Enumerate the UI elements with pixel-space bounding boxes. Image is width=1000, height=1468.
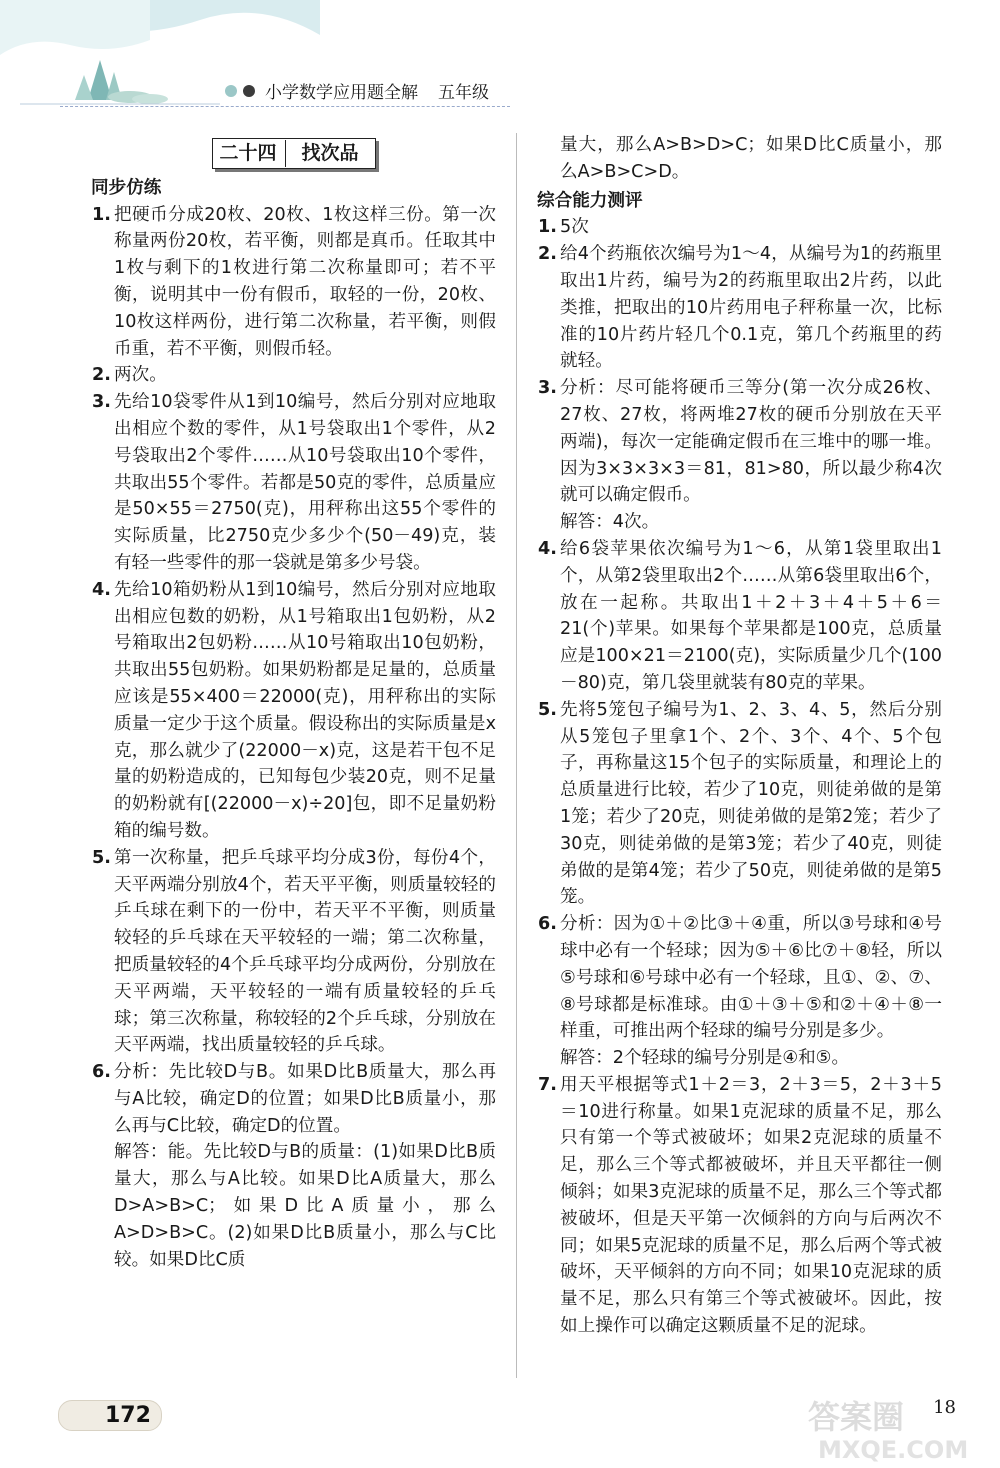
answer-item [538,536,942,697]
page-number-label: 172 [58,1400,162,1431]
right-column [538,132,942,1340]
item-number: 6. [92,1062,111,1083]
item-number: 2. [92,365,111,386]
answer-item [92,845,496,1059]
item-text: 两次。 [114,365,167,386]
item-text: 分析：先比较D与B。如果D比B质量大，那么再与A比较，确定D的位置；如果D比B质量小，那么再与C比较，确定D的位置。 [114,1062,496,1136]
svg-text:MXQE.COM: MXQE.COM [818,1436,969,1464]
item-number: 6. [538,914,557,935]
answer-item [538,1072,942,1340]
item-number: 3. [92,392,111,413]
answer-item [538,241,942,375]
item-number: 3. [538,378,557,399]
chapter-number: 二十四 [219,140,285,167]
grade-label: 五年级 [438,83,489,103]
item-text: 先将5笼包子编号为1、2、3、4、5，然后分别从5笼包子里拿1个、2个、3个、4个、5个包子，再称量这15个包子的实际质量，和理论上的总质量进行比较，若少了10克，则徒弟做的是第1笼；若少了20克，则徒弟做的是第2笼；若少了30克，则徒弟做的是第3笼；若少了40克，则徒弟做的是第4笼；若少了50克，则徒弟做的是第5笼。 [560,699,942,908]
item-number: 1. [538,217,557,238]
item-number: 5. [538,699,557,720]
item-text: 5次 [560,217,589,238]
item-number: 4. [538,538,557,559]
answer-item [92,577,496,845]
item-text: 给4个药瓶依次编号为1～4，从编号为1的药瓶里取出1片药，编号为2的药瓶里取出2片药，以此类推，把取出的10片药用电子秤称量一次，比标准的10片药片轻几个0.1克，第几个药瓶里的药就轻。 [560,244,942,372]
column-divider [516,133,517,1378]
item-answer: 解答：2个轻球的编号分别是④和⑤。 [560,1048,850,1069]
item-number: 7. [538,1074,557,1095]
item-answer: 解答：4次。 [560,512,660,533]
item-text: 先给10袋零件从1到10编号，然后分别对应地取出相应个数的零件，从1号袋取出1个零件，从2号袋取出2个零件……从10号袋取出10个零件，共取出55个零件。若都是50克的零件，总质量应是50×55＝2750(克)，用秤称出这55个零件的实际质量，比2750克少多少个(50－49)克，装有轻一些零件的那一袋就是第多少号袋。 [114,392,496,573]
answer-item [538,911,942,1045]
answer-item [92,1059,496,1139]
chapter-title [212,138,375,169]
item-text: 分析：尽可能将硬币三等分(第一次分成26枚、27枚、27枚，将两堆27枚的硬币分别放在天平两端)，每次一定能确定假币在三堆中的哪一堆。因为3×3×3×3＝81，81>80，所以最少称4次就可以确定假币。 [560,378,942,506]
chapter-name: 找次品 [301,142,359,164]
corner-number: 18 [933,1397,956,1418]
item-text: 把硬币分成20枚、20枚、1枚这样三份。第一次称量两份20枚，若平衡，则都是真币。任取其中1枚与剩下的1枚进行第二次称量即可；若不平衡，说明其中一份有假币，取轻的一份，20枚、10枚这样两份，进行第二次称量，若平衡，则假币重，若不平衡，则假币轻。 [114,204,496,359]
item-text: 先给10箱奶粉从1到10编号，然后分别对应地取出相应包数的奶粉，从1号箱取出1包奶粉，从2号箱取出2包奶粉……从10号箱取出10包奶粉，共取出55包奶粉。如果奶粉都是足量的，总质量应该是55×400＝22000(克)，用秤称出的实际质量一定少于这个质量。假设称出的实际质量是x克，那么就少了(22000－x)克，这是若干包不足量的奶粉造成的，已知每包少装20克，则不足量的奶粉就有[(22000－x)÷20]包，即不足量奶粉箱的编号数。 [114,579,496,841]
section-title: 同步仿练 [91,177,162,198]
item-number: 5. [92,847,111,868]
answer-item [92,362,496,389]
header-dot-icon [225,85,237,97]
header-dot-icon [243,85,255,97]
item-text: 给6袋苹果依次编号为1～6，从第1袋里取出1个，从第2袋里取出2个……从第6袋里取出6个，放在一起称。共取出1＋2＋3＋4＋5＋6＝21(个)苹果。如果每个苹果都是100克，总质量应是100×21＝2100(克)，实际质量少几个(100－80)克，第几袋里就装有80克的苹果。 [560,538,942,693]
item-text: 分析：因为①＋②比③＋④重，所以③号球和④号球中必有一个轻球；因为⑤＋⑥比⑦＋⑧轻，所以⑤号球和⑥号球中必有一个轻球，且①、②、⑦、⑧号球都是标准球。由①＋③＋⑤和②＋④＋⑧一样重，可推出两个轻球的编号分别是多少。 [560,914,942,1042]
answer-item [92,389,496,577]
page-number [58,1400,162,1431]
left-column [92,132,496,1273]
answer-item [538,375,942,509]
header-rule [60,106,510,107]
running-header [225,78,489,103]
item-number: 1. [92,204,111,225]
continued-text: 量大，那么A>B>D>C；如果D比C质量小，那么A>B>C>D。 [560,135,942,182]
item-text: 用天平根据等式1＋2＝3，2＋3＝5，2＋3＋5＝10进行称量。如果1克泥球的质量不足，那么只有第一个等式被破坏；如果2克泥球的质量不足，那么三个等式都被破坏，并且天平都往一侧倾斜；如果3克泥球的质量不足，那么三个等式都被破坏，但是天平第一次倾斜的方向与后两次不同；如果5克泥球的质量不足，那么后两个等式被破坏，天平倾斜的方向不同；如果10克泥球的质量不足，那么只有第三个等式被破坏。因此，按如上操作可以确定这颗质量不足的泥球。 [560,1074,942,1337]
book-title: 小学数学应用题全解 [265,83,418,103]
item-text: 第一次称量，把乒乓球平均分成3份，每份4个，天平两端分别放4个，若天平平衡，则质量较轻的乒乓球在剩下的一份中，若天平不平衡，则质量较轻的乒乓球在天平较轻的一端；第二次称量，把质量较轻的4个乒乓球平均分成两份，分别放在天平两端，天平较轻的一端有质量较轻的乒乓球；第三次称量，称较轻的2个乒乓球，分别放在天平两端，找出质量较轻的乒乓球。 [114,847,496,1056]
svg-text:答案圈: 答案圈 [808,1398,905,1436]
item-number: 2. [538,244,557,265]
section-title: 综合能力测评 [537,190,643,211]
item-number: 4. [92,579,111,600]
answer-item [538,697,942,911]
answer-item [538,214,942,241]
answer-item [92,202,496,363]
item-answer: 解答：能。先比较D与B的质量：(1)如果D比B质量大，那么与A比较。如果D比A质量大，那么D>A>B>C；如果D比A质量小，那么A>D>B>C。(2)如果D比B质量小，那么与C比较。如果D比C质 [114,1142,496,1270]
